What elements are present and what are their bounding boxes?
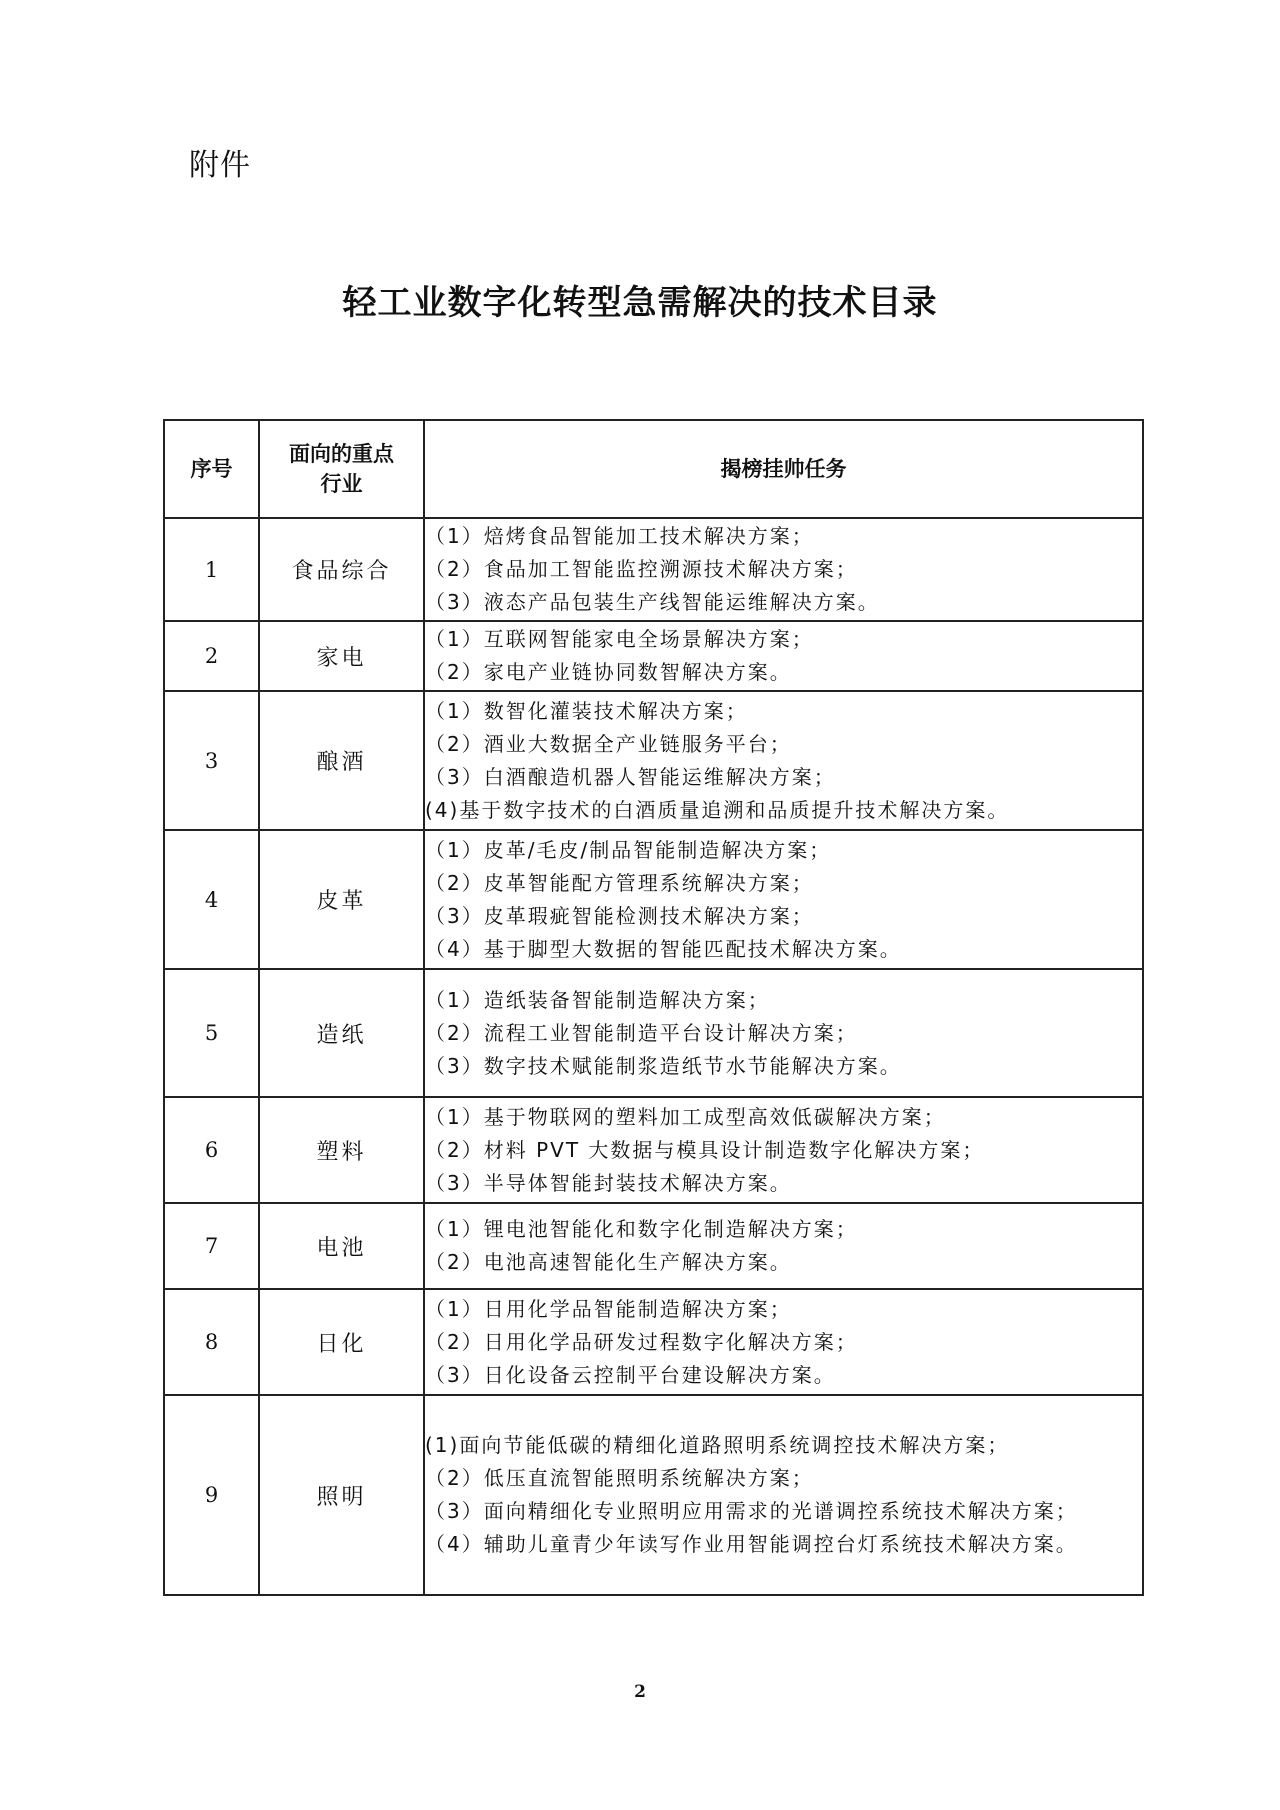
task-item: （3）半导体智能封装技术解决方案。 <box>425 1170 792 1195</box>
task-item: （3）白酒酿造机器人智能运维解决方案； <box>425 764 836 789</box>
task-item: （1）皮革/毛皮/制品智能制造解决方案； <box>425 837 832 862</box>
row-serial-number: 9 <box>164 1395 259 1595</box>
task-item: （2）日用化学品研发过程数字化解决方案； <box>425 1329 858 1354</box>
row-industry: 塑料 <box>259 1097 424 1203</box>
attachment-label: 附件 <box>189 148 251 183</box>
table-row <box>164 1203 1143 1289</box>
row-serial-number: 7 <box>164 1203 259 1289</box>
task-item: （2）低压直流智能照明系统解决方案； <box>425 1466 814 1490</box>
row-industry: 酿酒 <box>259 691 424 830</box>
header-industry <box>259 420 424 518</box>
row-serial-number: 6 <box>164 1097 259 1203</box>
task-item: （3）面向精细化专业照明应用需求的光谱调控系统技术解决方案； <box>425 1499 1078 1523</box>
task-item: （2）食品加工智能监控溯源技术解决方案； <box>425 557 858 581</box>
table-row <box>164 691 1143 830</box>
document-title: 轻工业数字化转型急需解决的技术目录 <box>342 283 938 323</box>
task-item: （2）电池高速智能化生产解决方案。 <box>425 1250 792 1274</box>
row-industry: 皮革 <box>259 830 424 969</box>
row-tasks <box>424 691 1143 830</box>
table-row <box>164 1289 1143 1395</box>
task-item: （3）日化设备云控制平台建设解决方案。 <box>425 1362 836 1387</box>
task-item: （2）流程工业智能制造平台设计解决方案； <box>425 1020 858 1045</box>
table-row <box>164 969 1143 1097</box>
row-industry: 家电 <box>259 621 424 691</box>
row-serial-number: 2 <box>164 621 259 691</box>
task-item: （4）基于脚型大数据的智能匹配技术解决方案。 <box>425 936 902 961</box>
row-tasks <box>424 1395 1143 1595</box>
row-tasks <box>424 1203 1143 1289</box>
row-serial-number: 1 <box>164 518 259 621</box>
row-serial-number: 3 <box>164 691 259 830</box>
row-tasks <box>424 969 1143 1097</box>
task-item: （2）酒业大数据全产业链服务平台； <box>425 731 792 756</box>
task-item: (1)面向节能低碳的精细化道路照明系统调控技术解决方案； <box>425 1433 1010 1457</box>
table-row <box>164 621 1143 691</box>
row-industry: 食品综合 <box>259 518 424 621</box>
task-item: (4)基于数字技术的白酒质量追溯和品质提升技术解决方案。 <box>425 797 1010 822</box>
row-tasks <box>424 830 1143 969</box>
page-number: 2 <box>634 1682 646 1702</box>
row-industry: 日化 <box>259 1289 424 1395</box>
task-item: （1）锂电池智能化和数字化制造解决方案； <box>425 1217 858 1241</box>
task-item: （1）焙烤食品智能加工技术解决方案； <box>425 524 814 548</box>
row-industry: 造纸 <box>259 969 424 1097</box>
task-item: （1）基于物联网的塑料加工成型高效低碳解决方案； <box>425 1104 946 1129</box>
technology-catalog-table <box>163 419 1144 1596</box>
row-tasks <box>424 1289 1143 1395</box>
row-industry: 照明 <box>259 1395 424 1595</box>
task-item: （2）材料 PVT 大数据与模具设计制造数字化解决方案； <box>425 1137 985 1162</box>
table-row <box>164 518 1143 621</box>
task-item: （3）皮革瑕疵智能检测技术解决方案； <box>425 903 814 928</box>
task-item: （2）皮革智能配方管理系统解决方案； <box>425 870 814 895</box>
table-header-row <box>164 420 1143 518</box>
row-serial-number: 5 <box>164 969 259 1097</box>
task-item: （2）家电产业链协同数智解决方案。 <box>425 660 792 684</box>
task-item: （1）数智化灌装技术解决方案； <box>425 698 748 723</box>
header-industry-line2: 行业 <box>320 472 363 496</box>
header-tasks: 揭榜挂帅任务 <box>424 420 1143 518</box>
task-item: （3）液态产品包装生产线智能运维解决方案。 <box>425 590 880 614</box>
row-tasks <box>424 621 1143 691</box>
table-body <box>164 518 1143 1595</box>
row-serial-number: 4 <box>164 830 259 969</box>
row-tasks <box>424 518 1143 621</box>
task-item: （3）数字技术赋能制浆造纸节水节能解决方案。 <box>425 1053 902 1078</box>
task-item: （1）日用化学品智能制造解决方案； <box>425 1296 792 1321</box>
task-item: （1）造纸装备智能制造解决方案； <box>425 987 770 1012</box>
table-row <box>164 1395 1143 1595</box>
row-industry: 电池 <box>259 1203 424 1289</box>
table-row <box>164 1097 1143 1203</box>
task-item: （1）互联网智能家电全场景解决方案； <box>425 627 814 651</box>
row-tasks <box>424 1097 1143 1203</box>
table-row <box>164 830 1143 969</box>
header-industry-line1: 面向的重点 <box>289 442 394 466</box>
row-serial-number: 8 <box>164 1289 259 1395</box>
task-item: （4）辅助儿童青少年读写作业用智能调控台灯系统技术解决方案。 <box>425 1532 1078 1556</box>
header-serial-number: 序号 <box>164 420 259 518</box>
